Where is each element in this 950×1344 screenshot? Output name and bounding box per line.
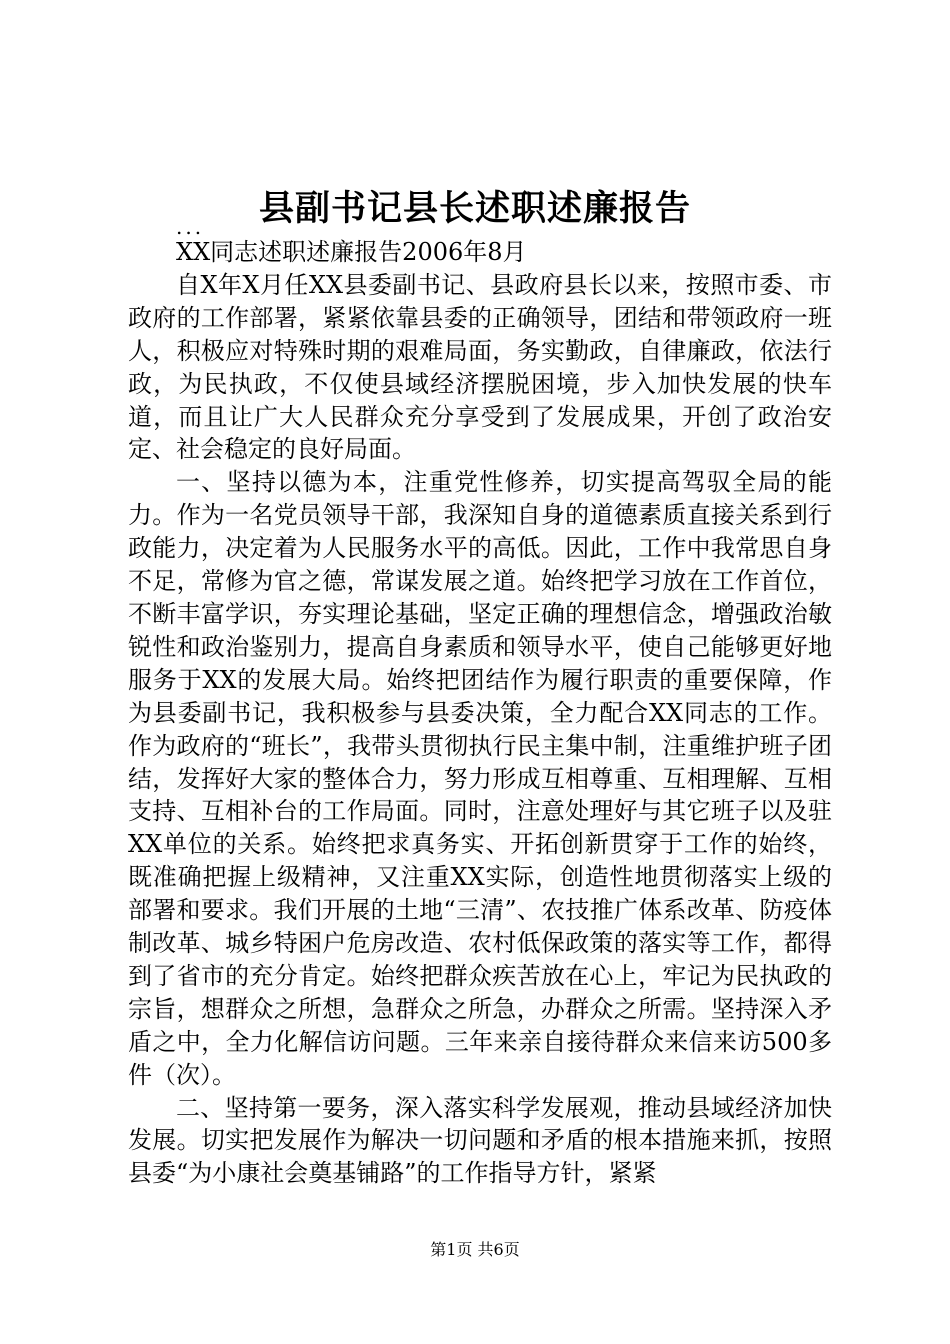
paragraph-intro: 自X年X月任XX县委副书记、县政府县长以来，按照市委、市政府的工作部署，紧紧依靠县委的正确领导，团结和带领政府一班人，积极应对特殊时期的艰难局面，务实勤政，自律廉政，依法行政，为民执政，不仅使县域经济摆脱困境，步入加快发展的快车道，而且让广大人民群众充分享受到了发展成果，开创了政治安定、社会稳定的良好局面。 [128,270,832,464]
page-number-footer: 第1页 共6页 [430,1240,520,1259]
paragraph-section-one: 一、坚持以德为本，注重党性修养，切实提高驾驭全局的能力。作为一名党员领导干部，我深知自身的道德素质直接关系到行政能力，决定着为人民服务水平的高低。因此，工作中我常思自身不足，常修为官之德，常谋发展之道。始终把学习放在工作首位，不断丰富学识，夯实理论基础，坚定正确的理想信念，增强政治敏锐性和政治鉴别力，提高自身素质和领导水平，使自己能够更好地服务于XX的发展大局。始终把团结作为履行职责的重要保障，作为县委副书记，我积极参与县委决策，全力配合XX同志的工作。作为政府的“班长”，我带头贯彻执行民主集中制，注重维护班子团结，发挥好大家的整体合力，努力形成互相尊重、互相理解、互相支持、互相补台的工作局面。同时，注意处理好与其它班子以及驻XX单位的关系。始终把求真务实、开拓创新贯穿于工作的始终，既准确把握上级精神，又注重XX实际，创造性地贯彻落实上级的部署和要求。我们开展的土地“三清”、农技推广体系改革、防疫体制改革、城乡特困户危房改造、农村低保政策的落实等工作，都得到了省市的充分肯定。始终把群众疾苦放在心上，牢记为民执政的宗旨，想群众之所想，急群众之所急，办群众之所需。坚持深入矛盾之中，全力化解信访问题。三年来亲自接待群众来信来访500多件（次）。 [128,468,832,1089]
paragraph-subtitle: XX同志述职述廉报告2006年8月 [176,238,527,266]
paragraph-section-two: 二、坚持第一要务，深入落实科学发展观，推动县域经济加快发展。切实把发展作为解决一切问题和矛盾的根本措施来抓，按照县委“为小康社会奠基铺路”的工作指导方针，紧紧 [128,1093,832,1188]
ellipsis-mark: ... [176,215,205,239]
document-body [128,236,832,1190]
document-title: 县副书记县长述职述廉报告 [258,188,691,229]
